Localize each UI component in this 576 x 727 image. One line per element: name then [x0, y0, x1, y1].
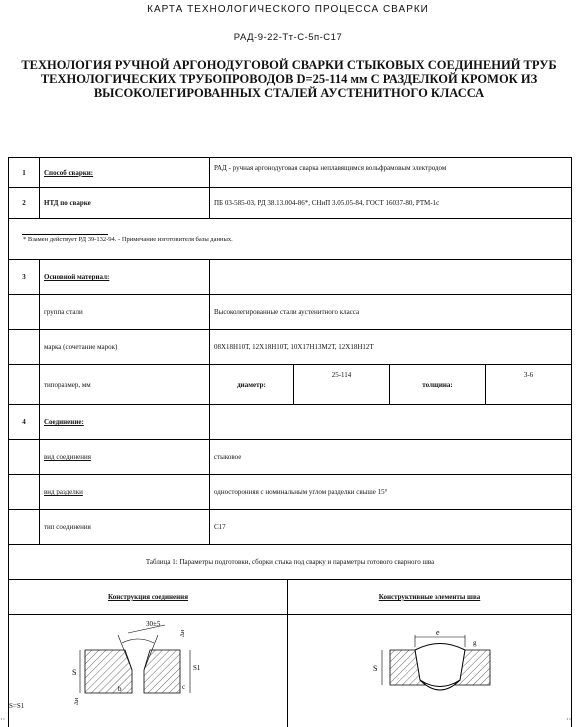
footnote-row: [9, 218, 571, 259]
col-header-construction: Конструкция соединения: [107, 593, 189, 601]
dim-g-label: g: [473, 639, 477, 647]
table-caption: Таблица 1: Параметры подготовки, сборки стыка под сварку и параметры готового сварного шва: [145, 558, 435, 566]
row-value: стыковое: [209, 440, 571, 474]
row-value: РАД - ручная аргонодуговая сварка неплавящимся вольфрамовым электродом: [209, 158, 571, 187]
row-label: вид соединения: [39, 440, 209, 474]
row-label: группа стали: [39, 295, 209, 329]
main-title-line-3: ВЫСОКОЛЕГИРОВАННЫХ СТАЛЕЙ АУСТЕНИТНОГО КЛАССА: [93, 86, 485, 100]
joint-construction-drawing: [70, 615, 220, 710]
dim-s1-label: S1: [193, 664, 201, 672]
row-value: односторонняя с номинальным углом разделки свыше 15°: [209, 475, 571, 509]
main-title-line-1: ТЕХНОЛОГИЯ РУЧНОЙ АРГОНОДУГОВОЙ СВАРКИ СТЫКОВЫХ СОЕДИНЕНИЙ ТРУБ: [21, 58, 557, 72]
row-number-empty: [9, 475, 39, 509]
row-number: 4: [22, 418, 26, 426]
row-value: [209, 260, 571, 294]
row-value: С17: [209, 510, 571, 544]
dim-c-label: c: [182, 683, 186, 691]
col-header-elements: Конструктивные элементы шва: [287, 580, 571, 614]
footnote-text: * Взамен действует РД 39-132-94. - Примечание изготовителя базы данных.: [23, 236, 233, 243]
row-label: вид разделки: [39, 475, 209, 509]
row-ntd: [9, 187, 571, 218]
row-number: 3: [22, 273, 26, 281]
row-base-material: [9, 259, 571, 294]
table-caption-row: [9, 544, 571, 579]
row-steel-grade: [9, 329, 571, 364]
left-dots: ··: [0, 715, 6, 724]
row-size: [9, 364, 571, 404]
card-code: РАД-9-22-Тт-С-5п-С17: [233, 32, 343, 43]
row-label: НТД по сварке: [39, 188, 209, 218]
dim-s-right-label: S: [373, 664, 378, 673]
row-joint-type: [9, 509, 571, 544]
row-number-empty: [9, 440, 39, 474]
row-label: марка (сочетание марок): [39, 330, 209, 364]
row-label: тип соединения: [39, 510, 209, 544]
row-value: [209, 405, 571, 439]
main-title: [6, 58, 572, 100]
diameter-label: диаметр:: [209, 365, 293, 404]
dim-dn-top-label: Δн: [180, 629, 186, 637]
row-groove-kind: [9, 474, 571, 509]
row-label: типоразмер, мм: [39, 365, 209, 404]
row-steel-group: [9, 294, 571, 329]
row-joint-kind: [9, 439, 571, 474]
row-number-empty: [9, 365, 39, 404]
bottom-s-label: S=S1: [9, 702, 25, 710]
row-number-empty: [9, 510, 39, 544]
main-title-line-2: ТЕХНОЛОГИЧЕСКИХ ТРУБОПРОВОДОВ D=25-114 мм С РАЗДЕЛКОЙ КРОМОК ИЗ: [40, 72, 538, 86]
thickness-value: 3-6: [485, 365, 571, 404]
row-number-empty: [9, 295, 39, 329]
column-headers-row: [9, 579, 571, 614]
thickness-label: толщина:: [389, 365, 485, 404]
angle-label: 30±5: [146, 620, 161, 628]
row-number-empty: [9, 330, 39, 364]
footnote-separator: [22, 234, 108, 235]
row-label: Способ сварки:: [39, 158, 209, 187]
dim-e-label: e: [436, 628, 440, 637]
row-value: 08Х18Н10Т, 12Х18Н10Т, 10Х17Н13М2Т, 12Х18Н12Т: [209, 330, 571, 364]
row-number: 2: [22, 199, 26, 207]
row-joint: [9, 404, 571, 439]
row-welding-method: [9, 157, 571, 187]
card-title: КАРТА ТЕХНОЛОГИЧЕСКОГО ПРОЦЕССА СВАРКИ: [147, 4, 429, 15]
dim-dn-bottom-label: Δн: [74, 697, 80, 705]
row-value: Высоколегированные стали аустенитного класса: [209, 295, 571, 329]
row-value: ПБ 03-585-03, РД 38.13.004-86*, СНиП 3.05.05-84, ГОСТ 16037-80, РТМ-1с: [209, 188, 571, 218]
dim-s-label: S: [72, 668, 77, 677]
weld-elements-drawing: [370, 625, 520, 705]
diameter-value: 25-114: [293, 365, 389, 404]
row-label: Основной материал:: [39, 260, 209, 294]
right-dots: ··: [566, 715, 572, 724]
row-label: Соединение:: [39, 405, 209, 439]
dim-b-label: b: [118, 685, 122, 693]
row-number: 1: [22, 168, 26, 177]
